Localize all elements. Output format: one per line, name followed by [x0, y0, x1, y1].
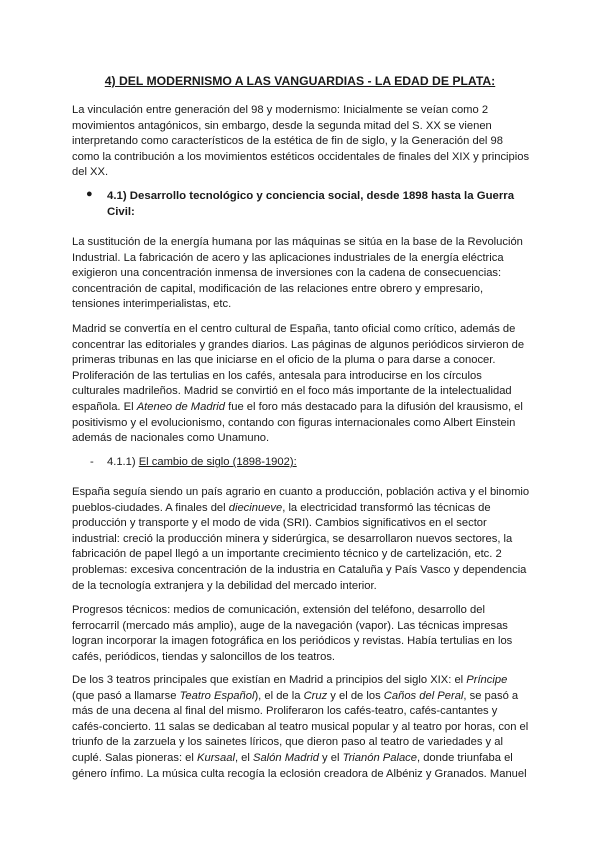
paragraph-espana: España seguía siendo un país agrario en cuanto a producción, población activa y el binomio pueblos-ciudades. A finales del diecinueve, la electricidad transformó las técnicas de producción y transporte y el modo de vida (SRI). Cambios significativos en el sector industrial: creció la producción minera y siderúrgica, se desarrollaron nuevos sectores, la fabricación de papel llegó a un importante crecimiento técnico y de cartelización, etc. 2 problemas: excesiva concentración de la industria en Cataluña y País Vasco y dependencia de la tecnología extranjera y la debilidad del mercado interior.: [72, 486, 530, 592]
bullet-icon: ●: [86, 188, 93, 200]
subsection-title: El cambio de siglo (1898-1902):: [138, 456, 297, 468]
page-title: 4) DEL MODERNISMO A LAS VANGUARDIAS - LA EDAD DE PLATA:: [104, 74, 496, 88]
paragraph-energia: La sustitución de la energía humana por las máquinas se sitúa en la base de la Revolución Industrial. La fabricación de acero y las aplicaciones industriales de la energía eléctrica exigieron una concentración inmensa de inversiones con la cadena de consecuencias: concentración de capital, modificación de las relaciones entre obrero y empresario, tensiones interimperialistas, etc.: [72, 236, 523, 311]
intro-paragraph: La vinculación entre generación del 98 y modernismo: Inicialmente se veían como 2 movimientos antagónicos, sin embargo, desde la segunda mitad del S. XX se vienen interpretando como característicos de la estética de fin de siglo, y la Generación del 98 como la contribución a los movimientos estéticos occidentales de finales del XIX y principios del XX.: [72, 104, 530, 179]
paragraph-teatros: De los 3 teatros principales que existían en Madrid a principios del siglo XIX: el Príncipe (que pasó a llamarse Teatro Español), el de la Cruz y el de los Caños del Peral, se pasó a más de una decena al final del mismo. Proliferaron los cafés-teatro, cafés-cantantes y cafés-concierto. 11 salas se dedicaban al teatro musical popular y al teatro por horas, con el triunfo de la zarzuela y los sainetes líricos, que dieron paso al teatro de variedades y al cuplé. Salas pioneras: el Kursaal, el Salón Madrid y el Trianón Palace, donde triunfaba el género ínfimo. La música culta recogía la eclosión creadora de Albéniz y Granados. Manuel: [72, 674, 529, 780]
ateneo-name: Ateneo de Madrid: [136, 400, 226, 413]
subsection-heading: 4.1.1) El cambio de siglo (1898-1902):: [107, 456, 297, 468]
dash-marker: -: [90, 456, 94, 468]
section-heading: 4.1) Desarrollo tecnológico y conciencia social, desde 1898 hasta la Guerra Civil:: [107, 190, 515, 218]
paragraph-madrid: Madrid se convertía en el centro cultural de España, tanto oficial como crítico, además de concentrar las editoriales y grandes diarios. Las páginas de algunos periódicos sirvieron de primeras tribunas en las que iniciarse en el oficio de la pluma o para darse a conocer. Proliferación de las tertulias en los cafés, antesala para introducirse en los círculos culturales madrileños. Madrid se convirtió en el foco más importante de la intelectualidad española. El Ateneo de Madrid fue el foro más destacado para la difusión del krausismo, el positivismo y el evolucionismo, contando con figuras internacionales como Albert Einstein además de nacionales como Unamuno.: [72, 323, 525, 445]
paragraph-progresos: Progresos técnicos: medios de comunicación, extensión del teléfono, desarrollo del ferrocarril (mercado más amplio), auge de la navegación (vapor). Las técnicas impresas logran incorporar la imagen fotográfica en los periódicos y revistas. Había tertulias en los cafés, periódicos, tiendas y saloncillos de los teatros.: [72, 604, 513, 663]
